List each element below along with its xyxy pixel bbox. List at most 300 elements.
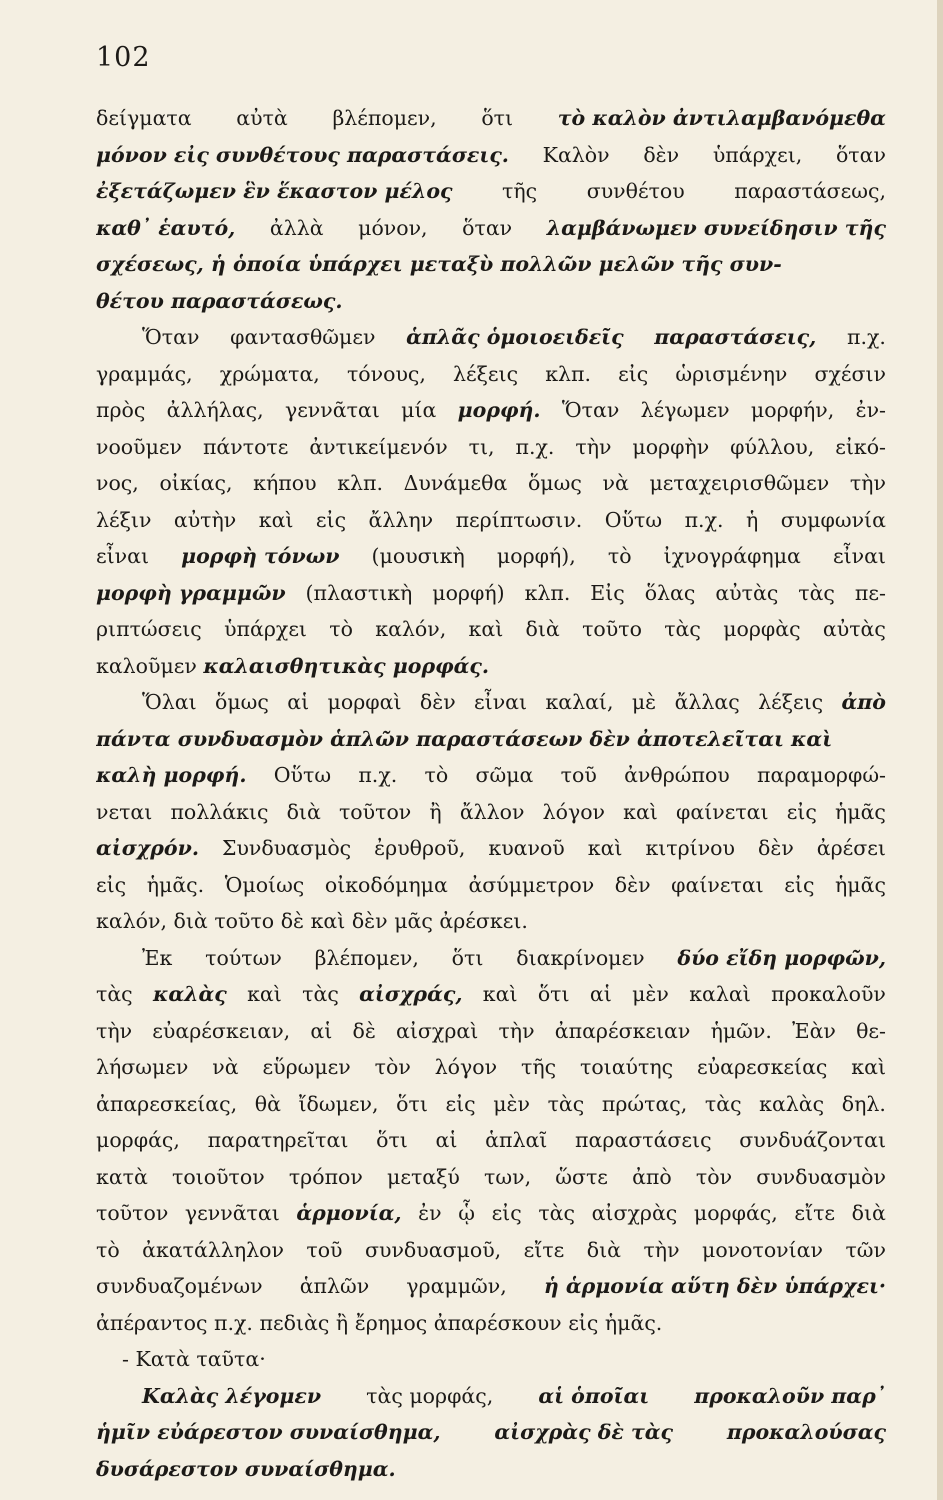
emphasized-phrase: πάντα συνδυασμὸν ἁπλῶν παραστάσεων δὲν ἀποτελεῖται καὶ (96, 726, 833, 751)
word: καὶ (587, 836, 623, 860)
word: εἰς (784, 872, 815, 897)
text-line (96, 1159, 886, 1196)
word: εὕρωμεν (262, 1055, 351, 1079)
word: ὑπάρχει (224, 617, 307, 641)
word: τὸ (96, 1237, 120, 1262)
text-line (96, 721, 886, 758)
text-line (96, 392, 886, 429)
word: λέξιν (96, 507, 152, 532)
word: ὅτι (451, 945, 484, 970)
word: βλέπομεν, (332, 106, 437, 130)
word: τοῦτον (338, 799, 412, 824)
text-line (96, 684, 886, 721)
text-line (96, 356, 886, 393)
word: συνδυασμοῦ, (365, 1237, 502, 1262)
word: εἰκό- (835, 434, 886, 459)
word: φύλλου, (730, 434, 815, 459)
emphasized-phrase: δυσάρεστον συναίσθημα. (96, 1456, 396, 1481)
word: αὐτὰς (715, 580, 779, 605)
word: εἴτε (794, 1201, 836, 1225)
emphasized-phrase: αἰσχρόν. (96, 836, 199, 860)
word: Ἐὰν (792, 1018, 836, 1043)
word: ὅλας (644, 580, 696, 605)
text-line (96, 1195, 886, 1232)
word: δὲν (419, 690, 456, 714)
emphasized-phrase: σχέσεως, ἡ ὁποία ὑπάρχει μεταξὺ πολλῶν μελῶν τῆς συν- (96, 252, 782, 276)
word: καλαὶ (689, 982, 751, 1006)
word: ἀκατάλληλον (142, 1237, 284, 1262)
word: ἡ (745, 507, 759, 532)
word: Ὅλαι (142, 690, 197, 714)
word: διὰ (173, 909, 208, 933)
word: εὐαρεσκείας (697, 1055, 828, 1079)
word: ἐν (418, 1201, 442, 1225)
word: ἀσύμμετρον (468, 872, 595, 897)
word: εἰς (315, 507, 347, 532)
word: ὥστε (555, 1164, 608, 1189)
word: ἡμᾶς. (146, 872, 205, 897)
text-line (96, 867, 886, 904)
text-line (96, 465, 886, 502)
word: ἡμᾶς (835, 872, 886, 897)
emphasized-phrase: μορφὴ γραμμῶν (96, 580, 286, 605)
word: τὸν (695, 1164, 733, 1189)
word: ἀπαρέσκειαν (554, 1018, 691, 1043)
emphasized-phrase: καλαισθητικὰς μορφάς. (203, 653, 490, 678)
word: εἰς (445, 1091, 476, 1116)
word: τὴν (96, 1018, 133, 1043)
word: λόγον (542, 799, 606, 824)
word: οἰκίας, (159, 471, 233, 495)
word: μορφή), (496, 544, 576, 568)
word: φαίνεται (671, 872, 764, 897)
word: π.χ. (214, 1310, 253, 1335)
word: π.χ. (358, 763, 398, 787)
word: θὰ (254, 1091, 281, 1116)
word: νεται (96, 799, 153, 824)
word: καὶ (623, 799, 658, 824)
word: ριπτώσεις (96, 617, 202, 641)
text-line (96, 757, 886, 794)
word: εἰς (568, 1310, 599, 1335)
word: δείγματα (96, 106, 192, 130)
word: τὰς (547, 1091, 585, 1116)
word: τούτων (205, 945, 282, 970)
text-line (96, 1232, 886, 1269)
word: σῶμα (475, 763, 534, 787)
word: μόνον, (358, 215, 428, 240)
word: πε- (854, 580, 886, 605)
word: π.χ. (515, 434, 555, 459)
word: αἱ (435, 1128, 458, 1152)
text-line (96, 173, 886, 210)
word: καλόν, (375, 617, 447, 641)
word: τοιοῦτον (172, 1164, 265, 1189)
word: ἀπέραντος (96, 1310, 208, 1335)
word: ἀντικείμενόν (309, 434, 448, 459)
word: τὴν (575, 434, 612, 459)
word: ἡμᾶς (834, 799, 886, 824)
word: νὰ (602, 471, 629, 495)
word: διὰ (586, 1237, 621, 1262)
word: ἁπλῶν (299, 1274, 370, 1298)
page-number: 102 (96, 42, 151, 73)
word: συνδυασμὸν (756, 1164, 886, 1189)
word: ταῦτα· (196, 1347, 266, 1371)
word: τρόπον (288, 1164, 363, 1189)
emphasized-phrase: αἱ ὁποῖαι (538, 1383, 650, 1408)
word: καλοῦμεν (96, 653, 197, 678)
word: Ὁμοίως (224, 872, 305, 897)
word: φαίνεται (676, 799, 769, 824)
word: καὶ (851, 1055, 886, 1079)
word: τὰς μορφάς, (366, 1383, 494, 1408)
word: μὲν (493, 1091, 530, 1116)
word: ἀλλὰ (269, 215, 324, 240)
word: λέγωμεν (640, 398, 730, 422)
emphasized-phrase: προκαλούσας (726, 1420, 886, 1444)
word: καὶ (482, 982, 518, 1006)
word: καὶ (310, 909, 346, 933)
emphasized-phrase: ἀπὸ (841, 690, 886, 714)
word: ὅταν (462, 215, 513, 240)
word: ἄλλας (674, 690, 740, 714)
word: τὰς (302, 982, 339, 1006)
emphasized-phrase: αἰσχράς, (359, 982, 463, 1006)
word: ἴδωμεν, (298, 1091, 379, 1116)
word: ὅτι (396, 1091, 428, 1116)
word: ἀνθρώπου (624, 763, 730, 787)
text-line (96, 1086, 886, 1123)
word: αἰσχραὶ (396, 1018, 479, 1043)
text-line (96, 940, 886, 977)
word: π.χ. (847, 325, 886, 349)
word: τι, (468, 434, 495, 459)
text-line (96, 575, 886, 612)
word: αἱ (287, 690, 310, 714)
word: διὰ (851, 1201, 886, 1225)
word: τὰς (664, 617, 701, 641)
word: τοῦτο (582, 617, 642, 641)
word: τὸν (374, 1055, 411, 1079)
word: ἐν- (855, 398, 886, 422)
word: δὲν (757, 836, 794, 860)
word: μορφήν, (750, 398, 835, 422)
body-text (96, 100, 886, 1487)
word: ὅτι (481, 106, 514, 130)
word: τοῦτον (96, 1201, 169, 1225)
word: Κατὰ (135, 1347, 190, 1371)
word: μεταχειρισθῶμεν (649, 471, 830, 495)
word: αἱ (589, 982, 612, 1006)
word: των, (484, 1164, 532, 1189)
word: τὴν (643, 1237, 680, 1262)
word: ἐρυθροῦ, (374, 836, 466, 860)
emphasized-phrase: τὸ καλὸν ἀντιλαμβανόμεθα (557, 106, 886, 130)
word: Εἰς (590, 580, 625, 605)
word: φαντασθῶμεν (230, 325, 376, 349)
emphasized-phrase: προκαλοῦν παρ᾽ (694, 1383, 886, 1408)
word: μορφή) (432, 580, 505, 605)
emphasized-phrase: καθ᾽ ἑαυτό, (96, 215, 236, 240)
word: αὐτὴν (173, 507, 237, 532)
word: ὅμως (215, 690, 269, 714)
word: τοῦτο (214, 909, 275, 933)
word: μὲ (631, 690, 657, 714)
text-line (96, 100, 886, 137)
word: νος, (96, 471, 139, 495)
word: μεταξύ (387, 1164, 460, 1189)
word: γραμμάς, (96, 361, 193, 386)
word: τὴν (498, 1018, 535, 1043)
emphasized-phrase: μορφὴ τόνων (181, 544, 340, 568)
text-line (96, 1268, 886, 1305)
emphasized-phrase: θέτου παραστάσεως. (96, 288, 343, 313)
text-line (96, 1378, 886, 1415)
word: ὅμως (527, 471, 582, 495)
word: λήσωμεν (96, 1055, 189, 1079)
word: αὐτὰς (822, 617, 886, 641)
emphasized-phrase: ἁρμονία, (296, 1201, 402, 1225)
word: αἱ (310, 1018, 333, 1043)
word: Συνδυασμὸς (221, 836, 352, 860)
word: εὐαρέσκειαν, (152, 1018, 291, 1043)
word: δὲ (352, 1018, 376, 1043)
word: τὴν (849, 471, 886, 495)
text-line (96, 538, 886, 575)
word: ἢ (429, 799, 442, 824)
word: πεδιὰς (259, 1310, 330, 1335)
emphasized-phrase: μορφή. (457, 398, 541, 422)
word: Ἐκ (142, 945, 173, 970)
word: μορφάς, (96, 1128, 180, 1152)
text-line (96, 611, 886, 648)
word: ἄλλον (459, 799, 525, 824)
word: διὰ (525, 617, 560, 641)
text-line (96, 1341, 886, 1378)
text-line (96, 1049, 886, 1086)
word: ἁπλαῖ (485, 1128, 548, 1152)
word: ὅτι (376, 1128, 408, 1152)
word: δὲν (614, 872, 651, 897)
emphasized-phrase: λαμβάνωμεν συνείδησιν τῆς (546, 215, 886, 240)
text-line (96, 1414, 886, 1451)
word: εἶναι (832, 544, 886, 568)
word: διὰ (286, 799, 321, 824)
emphasized-phrase: καλὰς (153, 982, 227, 1006)
word: κατὰ (96, 1164, 148, 1189)
word: Οὕτω (273, 763, 332, 787)
word: νοοῦμεν (96, 434, 183, 459)
word: τὸ (424, 763, 449, 787)
text-line (96, 830, 886, 867)
word: εἶναι (96, 544, 150, 568)
word: π.χ. (684, 507, 724, 532)
word: μονοτονίαν (702, 1237, 823, 1262)
word: Οὕτω (604, 507, 663, 532)
word: πάντοτε (202, 434, 289, 459)
word: τοιαύτης (579, 1055, 674, 1079)
text-line (96, 1305, 886, 1342)
word: πολλάκις (170, 799, 269, 824)
emphasized-phrase: Καλὰς λέγομεν (142, 1383, 322, 1408)
word: καλαί, (545, 690, 614, 714)
text-line (96, 903, 886, 940)
text-line (96, 794, 886, 831)
word: ἀλλήλας, (166, 398, 264, 422)
word: εἴτε (523, 1237, 565, 1262)
word: τὰς (96, 982, 133, 1006)
word: ὑπάρχει, (712, 142, 803, 167)
word: πρὸς (96, 398, 146, 422)
word: ἡμῶν. (710, 1018, 772, 1043)
word: Ὅταν (561, 398, 620, 422)
word: ἀπὸ (632, 1164, 672, 1189)
word: θε- (856, 1018, 886, 1043)
text-line (96, 1451, 886, 1488)
word: μορφάς, (693, 1201, 778, 1225)
text-line (96, 137, 886, 174)
word: τὰς (704, 1091, 742, 1116)
word: ἀρέσκει. (439, 909, 528, 933)
word: κήπου (253, 471, 317, 495)
word: ὅτι (537, 982, 570, 1006)
word: τὸ (607, 544, 632, 568)
text-line (96, 1122, 886, 1159)
word: ἰχνογράφημα (663, 544, 801, 568)
word: ἀρέσει (816, 836, 886, 860)
word: μορφαὶ (327, 690, 402, 714)
word: συμφωνία (780, 507, 886, 532)
word: ὡρισμένην (675, 361, 788, 386)
word: τῆς (502, 179, 538, 203)
word: λέξεις (758, 690, 824, 714)
word: καὶ (258, 507, 294, 532)
word: Δυνάμεθα (403, 471, 508, 495)
word: παραστάσεις (575, 1128, 712, 1152)
word: αὐτὰ (236, 106, 288, 130)
word: εἰς (491, 1201, 522, 1225)
word: καὶ (468, 617, 504, 641)
text-line (96, 976, 886, 1013)
word: δηλ. (841, 1091, 886, 1116)
word: παρατηρεῖται (207, 1128, 349, 1152)
word: δὲν (351, 909, 388, 933)
emphasized-phrase: δύο εἴδη μορφῶν, (677, 945, 886, 970)
text-line (96, 283, 886, 320)
text-line (96, 1013, 886, 1050)
text-line (96, 210, 886, 247)
emphasized-phrase: ἁπλᾶς ὁμοιοειδεῖς (406, 325, 624, 349)
word: Καλὸν (542, 142, 610, 167)
word: εἰς (786, 799, 817, 824)
word: παραμορφώ- (757, 763, 886, 787)
word: - (122, 1347, 129, 1371)
word: ᾧ (458, 1201, 475, 1225)
word: εἰς (96, 872, 127, 897)
word: μὲν (632, 982, 669, 1006)
word: νὰ (212, 1055, 239, 1079)
text-line (96, 246, 886, 283)
word: κιτρίνου (645, 836, 735, 860)
word: τὸ (329, 617, 353, 641)
word: αἰσχρὰς (591, 1201, 678, 1225)
word: διακρίνομεν (516, 945, 645, 970)
word: συνδυάζονται (739, 1128, 886, 1152)
emphasized-phrase: καλὴ μορφή. (96, 763, 247, 787)
text-line (96, 429, 886, 466)
word: τὰς (798, 580, 835, 605)
word: Ὅταν (142, 325, 200, 349)
emphasized-phrase: παραστάσεις, (654, 325, 817, 349)
word: τοῦ (306, 1237, 343, 1262)
word: εἶναι (474, 690, 528, 714)
word: συνθέτου (586, 179, 685, 203)
word: λόγον (434, 1055, 498, 1079)
word: κλπ. (524, 580, 571, 605)
word: κλπ. (337, 471, 383, 495)
text-line (96, 319, 886, 356)
emphasized-phrase: μόνον εἰς συνθέτους παραστάσεις. (96, 142, 509, 167)
word: κυανοῦ (488, 836, 565, 860)
word: λέξεις (453, 361, 519, 386)
word: ἔρημος (354, 1310, 428, 1335)
word: βλέπομεν, (314, 945, 419, 970)
word: γεννᾶται (284, 398, 380, 422)
word: ἀπαρεσκείας, (96, 1091, 238, 1116)
word: τῆς (520, 1055, 557, 1079)
word: (μουσικὴ (371, 544, 465, 568)
word: καλὰς (759, 1091, 825, 1116)
word: σχέσιν (814, 361, 886, 386)
word: γεννᾶται (184, 1201, 280, 1225)
word: δὲν (643, 142, 680, 167)
emphasized-phrase: ἡμῖν εὐάρεστον συναίσθημα, (96, 1420, 441, 1444)
word: εἰς (618, 361, 649, 386)
word: τοῦ (560, 763, 597, 787)
emphasized-phrase: ἐξετάζωμεν ἓν ἕκαστον μέλος (96, 179, 453, 203)
word: γραμμῶν, (406, 1274, 507, 1298)
text-line (96, 648, 886, 685)
word: οἰκοδόμημα (324, 872, 448, 897)
word: μορφὰς (723, 617, 801, 641)
word: ἄλλην (368, 507, 434, 532)
emphasized-phrase: ἡ ἁρμονία αὕτη δὲν ὑπάρχει· (543, 1274, 886, 1298)
word: τόνους, (346, 361, 426, 386)
word: ὅταν (835, 142, 886, 167)
word: τῶν (845, 1237, 886, 1262)
word: παραστάσεως, (734, 179, 886, 203)
text-line (96, 502, 886, 539)
word: καλόν, (96, 909, 167, 933)
word: (πλαστικὴ (305, 580, 413, 605)
word: καὶ (247, 982, 282, 1006)
word: ἡμᾶς. (604, 1310, 663, 1335)
word: κλπ. (545, 361, 591, 386)
word: περίπτωσιν. (455, 507, 583, 532)
word: προκαλοῦν (771, 982, 886, 1006)
word: μία (401, 398, 437, 422)
word: μᾶς (394, 909, 433, 933)
word: ἢ (335, 1310, 349, 1335)
word: δὲ (280, 909, 305, 933)
emphasized-phrase: αἰσχρὰς δὲ τὰς (494, 1420, 674, 1444)
word: πρώτας, (601, 1091, 688, 1116)
word: μορφὴν (632, 434, 710, 459)
word: ἀπαρέσκουν (433, 1310, 562, 1335)
word: τὰς (538, 1201, 575, 1225)
word: χρώματα, (219, 361, 320, 386)
